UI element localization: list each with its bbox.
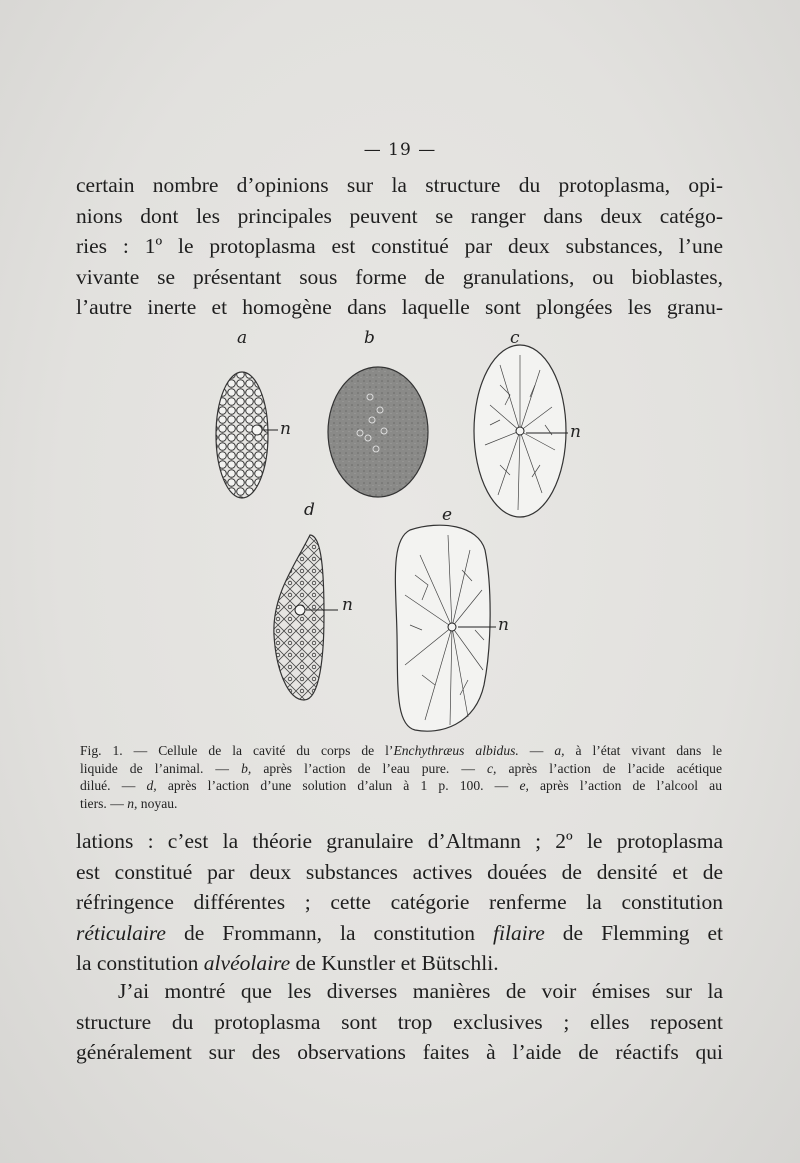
text-line: vivante se présentant sous forme de granulations, ou bioblastes,: [76, 264, 723, 289]
caption-line: [80, 777, 722, 795]
caption-text: après l’action de l’alcool au: [528, 778, 722, 793]
caption-text: —: [518, 743, 555, 758]
caption-text: Fig. 1. — Cellule de la cavité du corps de l’: [80, 743, 394, 758]
text-line: nions dont les principales peuvent se ranger dans deux catégo-: [76, 203, 723, 228]
caption-letter: b,: [241, 760, 252, 776]
paragraph-bottom: [76, 976, 723, 1068]
caption-letter: n,: [127, 795, 138, 811]
caption-text: dilué. —: [80, 778, 147, 793]
caption-text: après l’action d’une solution d’alun à 1 p. 100. —: [156, 778, 520, 793]
caption-species: Enchythræus albidus.: [393, 743, 519, 758]
caption-line: [80, 742, 722, 760]
caption-letter: e,: [519, 778, 529, 793]
caption-line: [80, 795, 722, 813]
term-filaire: filaire: [493, 920, 545, 945]
text-line: l’autre inerte et homogène dans laquelle sont plongées les granu-: [76, 295, 723, 319]
caption-text: liquide de l’animal. —: [80, 760, 242, 776]
label-n-e: n: [498, 615, 509, 635]
text-line: [76, 948, 723, 979]
text-line: généralement sur des observations faites à l’aide de réactifs qui: [76, 1040, 723, 1064]
cell-c: [474, 345, 568, 517]
paragraph-middle: [76, 826, 723, 979]
text-span: la constitution: [76, 951, 204, 975]
term-reticulaire: réticulaire: [76, 920, 166, 945]
text-span: de Flemming et: [544, 920, 723, 945]
paragraph-top: [76, 170, 723, 323]
caption-letter: d,: [146, 778, 157, 793]
cell-illustration: [200, 325, 600, 735]
text-line: certain nombre d’opinions sur la structure du protoplasma, opi-: [76, 173, 723, 197]
caption-text: tiers. —: [80, 795, 128, 811]
text-line: est constitué par deux substances actives douées de densité et de: [76, 859, 723, 884]
text-span: de Frommann, la constitution: [165, 920, 494, 945]
label-n-c: n: [570, 422, 581, 442]
caption-text: après l’action de l’eau pure. —: [251, 760, 488, 776]
cell-d: [274, 535, 338, 700]
cell-e: [395, 525, 496, 731]
cell-figure: [200, 325, 600, 735]
text-line: ries : 1º le protoplasma est constitué par deux substances, l’une: [76, 234, 723, 258]
label-n-a: n: [280, 419, 291, 439]
text-line: structure du protoplasma sont trop exclusives ; elles reposent: [76, 1009, 723, 1034]
text-line: réfringence différentes ; cette catégorie renferme la constitution: [76, 890, 723, 914]
label-n-d: n: [342, 595, 353, 615]
caption-letter: a,: [554, 743, 565, 758]
caption-letter: c,: [487, 760, 497, 776]
label-a: a: [237, 328, 248, 348]
label-d: d: [304, 500, 315, 520]
label-e: e: [442, 505, 453, 525]
cell-b: [328, 367, 428, 497]
caption-text: noyau.: [137, 795, 178, 811]
term-alveolaire: alvéolaire: [203, 951, 291, 975]
page-number: — 19 —: [363, 140, 437, 160]
figure-caption: [80, 742, 722, 812]
cell-a: [216, 372, 278, 498]
text-line: [76, 918, 723, 949]
label-b: b: [364, 328, 375, 348]
label-c: c: [510, 328, 520, 348]
text-line: lations : c’est la théorie granulaire d’Altmann ; 2º le protoplasma: [76, 829, 723, 853]
text-span: de Kunstler et Bütschli.: [290, 951, 499, 975]
caption-text: après l’action de l’acide acétique: [496, 760, 723, 776]
caption-line: [80, 760, 722, 778]
text-line: J’ai montré que les diverses manières de voir émises sur la: [118, 979, 723, 1003]
caption-text: à l’état vivant dans le: [564, 743, 723, 758]
